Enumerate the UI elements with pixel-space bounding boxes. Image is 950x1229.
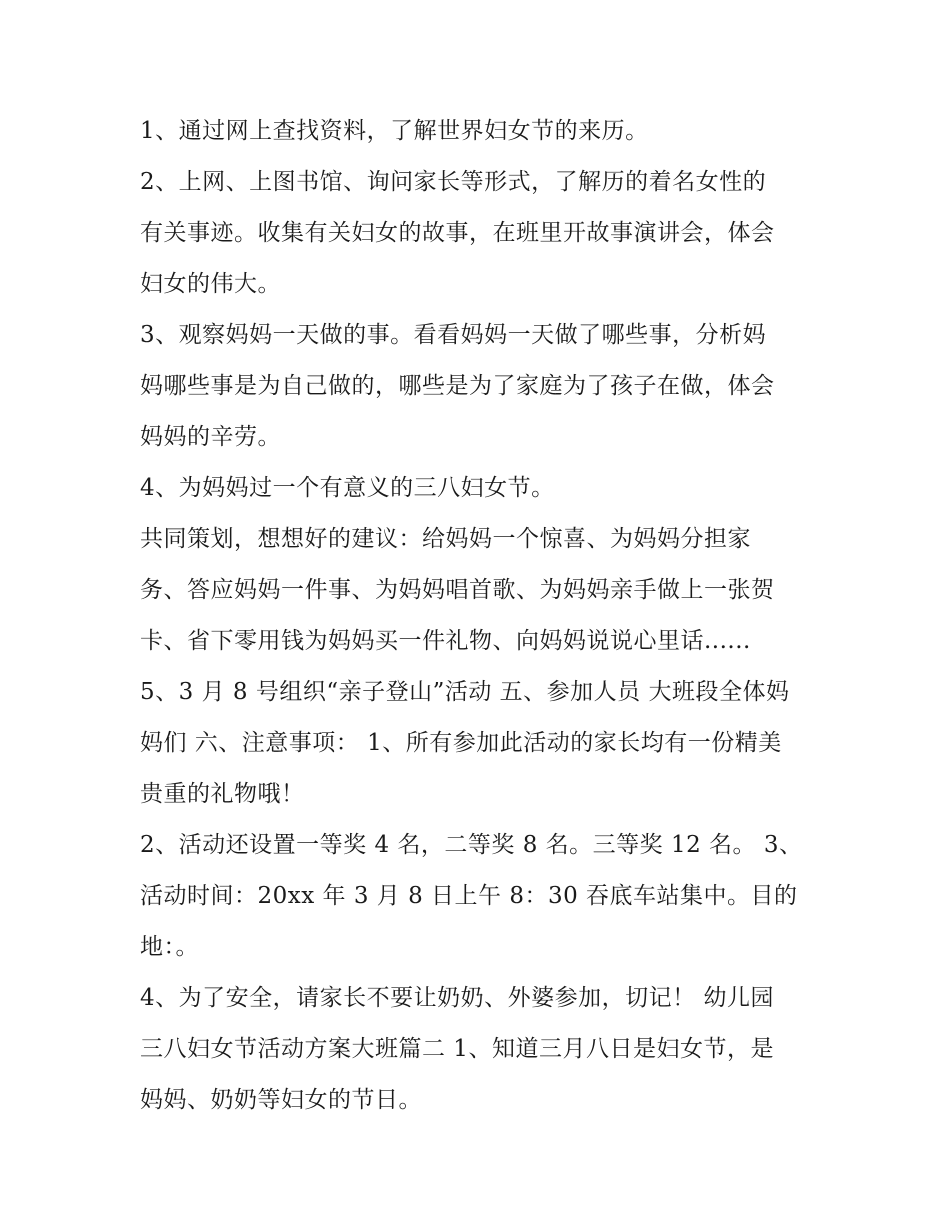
text-line-10: 务、答应妈妈一件事、为妈妈唱首歌、为妈妈亲手做上一张贺 bbox=[140, 577, 775, 603]
document-body bbox=[140, 106, 820, 1126]
text-line-20: 妈妈、奶奶等妇女的节日。 bbox=[140, 1087, 422, 1113]
text-line-5: 3、观察妈妈一天做的事。看看妈妈一天做了哪些事，分析妈 bbox=[140, 322, 767, 348]
text-line-11: 卡、省下零用钱为妈妈买一件礼物、向妈妈说说心里话...... bbox=[140, 628, 751, 654]
text-line-12: 5、3 月 8 号组织“亲子登山”活动 五、参加人员 大班段全体妈 bbox=[140, 679, 790, 705]
text-line-19: 三八妇女节活动方案大班篇二 1、知道三月八日是妇女节，是 bbox=[140, 1036, 774, 1062]
text-line-4: 妇女的伟大。 bbox=[140, 271, 281, 297]
text-line-18: 4、为了安全，请家长不要让奶奶、外婆参加，切记！ 幼儿园 bbox=[140, 985, 774, 1011]
text-line-13: 妈们 六、注意事项： 1、所有参加此活动的家长均有一份精美 bbox=[140, 730, 782, 756]
text-line-1: 1、通过网上查找资料，了解世界妇女节的来历。 bbox=[140, 118, 649, 144]
text-line-16: 活动时间：20xx 年 3 月 8 日上午 8：30 吞底车站集中。目的 bbox=[140, 883, 798, 909]
text-line-8: 4、为妈妈过一个有意义的三八妇女节。 bbox=[140, 475, 555, 501]
text-line-7: 妈妈的辛劳。 bbox=[140, 424, 281, 450]
text-line-6: 妈哪些事是为自己做的，哪些是为了家庭为了孩子在做，体会 bbox=[140, 373, 775, 399]
text-line-15: 2、活动还设置一等奖 4 名，二等奖 8 名。三等奖 12 名。 3、 bbox=[140, 832, 803, 858]
text-line-2: 2、上网、上图书馆、询问家长等形式，了解历的着名女性的 bbox=[140, 169, 767, 195]
text-line-9: 共同策划，想想好的建议：给妈妈一个惊喜、为妈妈分担家 bbox=[140, 526, 751, 552]
text-line-3: 有关事迹。收集有关妇女的故事，在班里开故事演讲会，体会 bbox=[140, 220, 775, 246]
text-line-14: 贵重的礼物哦！ bbox=[140, 781, 305, 807]
text-line-17: 地：。 bbox=[140, 934, 199, 960]
